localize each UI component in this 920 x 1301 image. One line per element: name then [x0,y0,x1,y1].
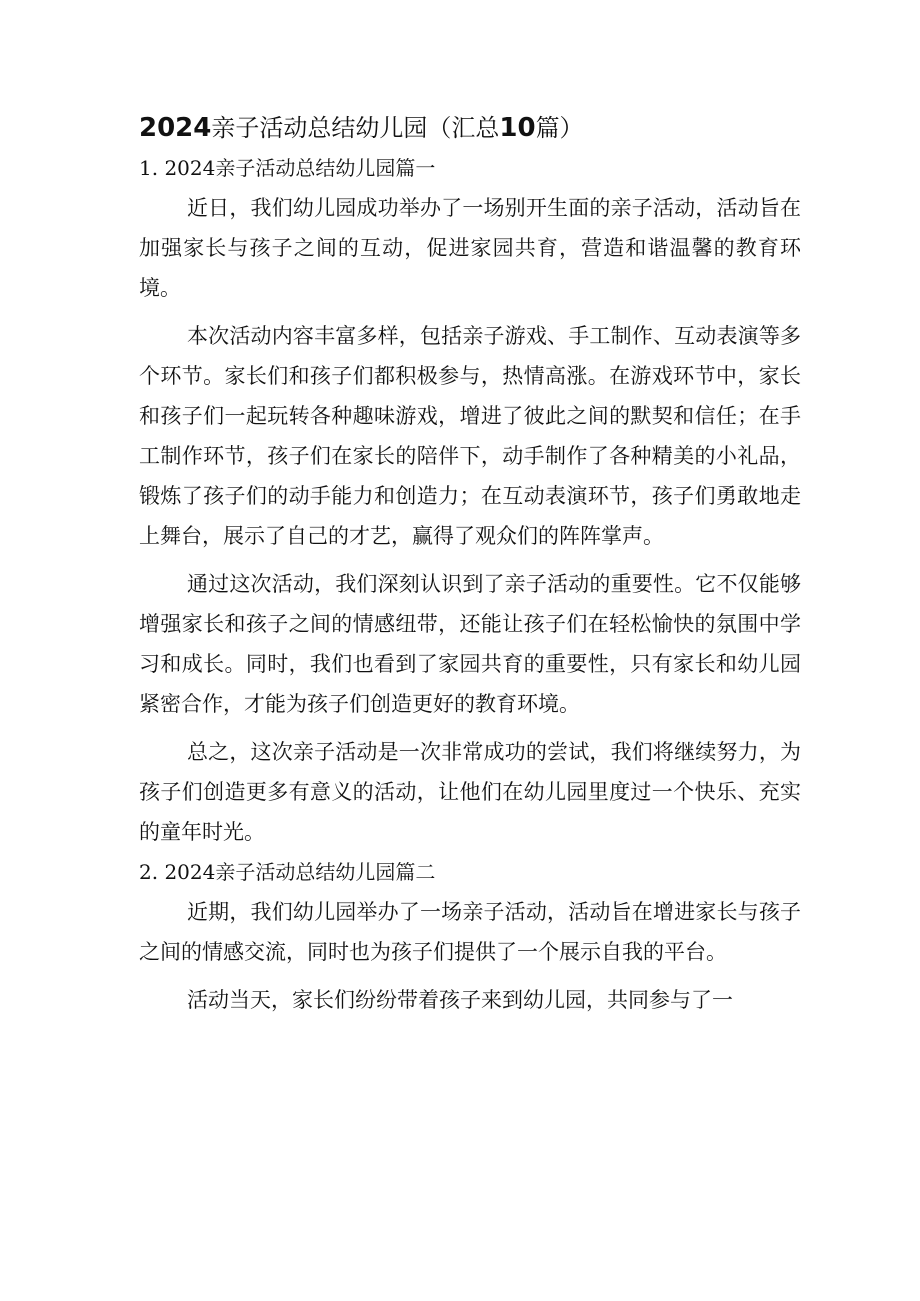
section-heading: 2. 2024亲子活动总结幼儿园篇二 [139,860,436,884]
paragraph: 活动当天，家长们纷纷带着孩子来到幼儿园，共同参与了一 [187,988,733,1012]
paragraph: 本次活动内容丰富多样，包括亲子游戏、手工制作、互动表演等多个环节。家长们和孩子们都积极参与，热情高涨。在游戏环节中，家长和孩子们一起玩转各种趣味游戏，增进了彼此之间的默契和信任；在手工制作环节，孩子们在家长的陪伴下，动手制作了各种精美的小礼品，锻炼了孩子们的动手能力和创造力；在互动表演环节，孩子们勇敢地走上舞台，展示了自己的才艺，赢得了观众们的阵阵掌声。 [139,324,801,548]
paragraph: 总之，这次亲子活动是一次非常成功的尝试，我们将继续努力，为孩子们创造更多有意义的活动，让他们在幼儿园里度过一个快乐、充实的童年时光。 [139,740,801,844]
document-title [139,108,801,148]
section-2 [139,852,801,1020]
title-count: 10 [499,113,536,143]
document-page [139,108,801,1020]
title-middle: 亲子活动总结幼儿园（汇总 [211,114,500,142]
section-1 [139,148,801,852]
section-heading: 1. 2024亲子活动总结幼儿园篇一 [139,156,436,180]
paragraph: 近期，我们幼儿园举办了一场亲子活动，活动旨在增进家长与孩子之间的情感交流，同时也为孩子们提供了一个展示自我的平台。 [139,900,801,964]
paragraph: 通过这次活动，我们深刻认识到了亲子活动的重要性。它不仅能够增强家长和孩子之间的情感纽带，还能让孩子们在轻松愉快的氛围中学习和成长。同时，我们也看到了家园共育的重要性，只有家长和幼儿园紧密合作，才能为孩子们创造更好的教育环境。 [139,572,801,716]
title-year: 2024 [139,113,212,143]
paragraph: 近日，我们幼儿园成功举办了一场别开生面的亲子活动，活动旨在加强家长与孩子之间的互动，促进家园共育，营造和谐温馨的教育环境。 [139,196,801,300]
title-end: 篇） [535,114,584,142]
